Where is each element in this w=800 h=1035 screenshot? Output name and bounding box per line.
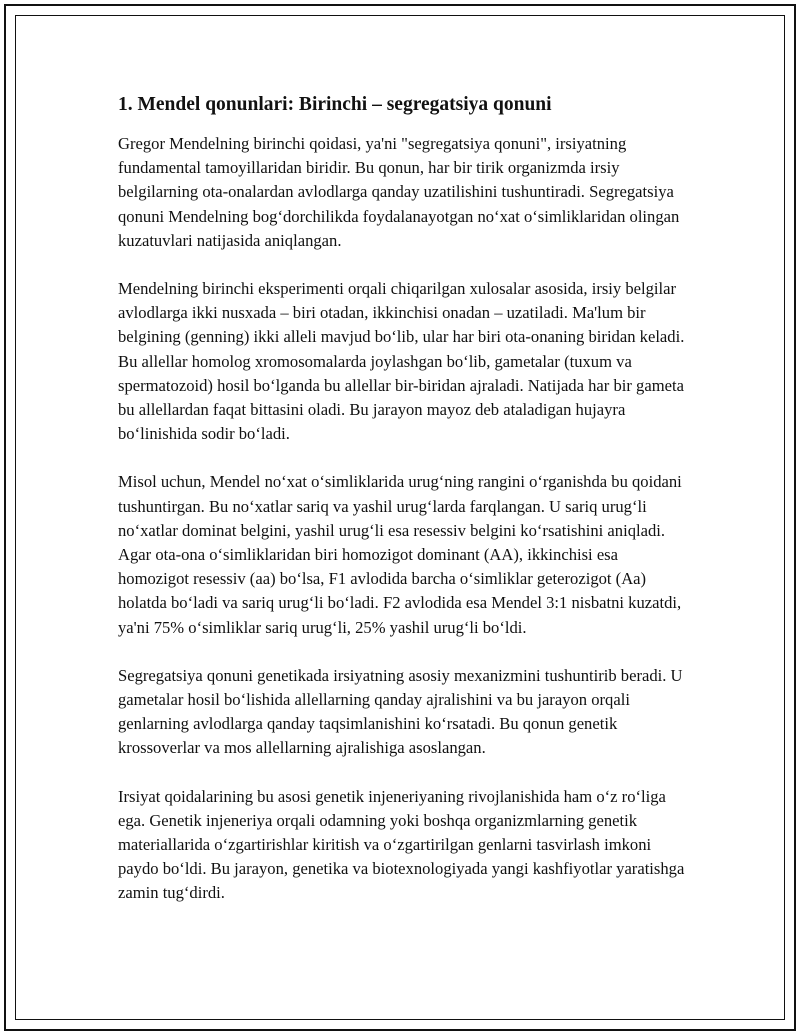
document-body [118, 92, 688, 930]
paragraph-2: Mendelning birinchi eksperimenti orqali chiqarilgan xulosalar asosida, irsiy belgilar avlodlarga ikki nusxada – biri otadan, ikkinchisi onadan – uzatiladi. Ma'lum bir belgining (genning) ikki alleli mavjud bo‘lib, ular har biri ota-onaning biridan keladi. Bu allellar homolog xromosomalarda joylashgan bo‘lib, gametalar (tuxum va spermatozoid) hosil bo‘lganda bu allellar bir-biridan ajraladi. Natijada har bir gameta bu allellardan faqat bittasini oladi. Bu jarayon mayoz deb ataladigan hujayra bo‘linishida sodir bo‘ladi. [118, 279, 685, 444]
paragraph-5: Irsiyat qoidalarining bu asosi genetik injeneriyaning rivojlanishida ham o‘z ro‘liga ega. Genetik injeneriya orqali odamning yoki boshqa organizmlarning genetik materiallarida o‘zgartirishlar kiritish va o‘zgartirilgan genlarni tasvirlash imkoni paydo bo‘ldi. Bu jarayon, genetika va biotexnologiyada yangi kashfiyotlar yaratishga zamin tug‘dirdi. [118, 786, 685, 903]
paragraph-4: Segregatsiya qonuni genetikada irsiyatning asosiy mexanizmini tushuntirib beradi. U gametalar hosil bo‘lishida allellarning qanday ajralishini va bu jarayon orqali genlarning avlodlarga qanday taqsimlanishini ko‘rsatadi. Bu qonun genetik krossoverlar va mos allellarning ajralishiga asoslangan. [118, 665, 683, 758]
paragraph-3: Misol uchun, Mendel no‘xat o‘simliklarida urug‘ning rangini o‘rganishda bu qoidani tushuntirgan. Bu no‘xatlar sariq va yashil urug‘larda farqlangan. U sariq urug‘li no‘xatlar dominat belgini, yashil urug‘li esa resessiv belgini ko‘rsatishini aniqladi. Agar ota-ona o‘simliklaridan biri homozigot dominant (AA), ikkinchisi esa homozigot resessiv (aa) bo‘lsa, F1 avlodida barcha o‘simliklar geterozigot (Aa) holatda bo‘ladi va sariq urug‘li bo‘ladi. F2 avlodida esa Mendel 3:1 nisbatni kuzatdi, ya'ni 75% o‘simliklar sariq urug‘li, 25% yashil urug‘li bo‘ldi. [118, 472, 682, 637]
paragraph-1: Gregor Mendelning birinchi qoidasi, ya'ni "segregatsiya qonuni", irsiyatning fundamental tamoyillaridan biridir. Bu qonun, har bir tirik organizmda irsiy belgilarning ota-onalardan avlodlarga qanday uzatilishini tushuntiradi. Segregatsiya qonuni Mendelning bog‘dorchilikda foydalanayotgan no‘xat o‘simliklaridan olingan kuzatuvlari natijasida aniqlangan. [118, 134, 680, 250]
section-heading: 1. Mendel qonunlari: Birinchi – segregatsiya qonuni [118, 94, 552, 115]
